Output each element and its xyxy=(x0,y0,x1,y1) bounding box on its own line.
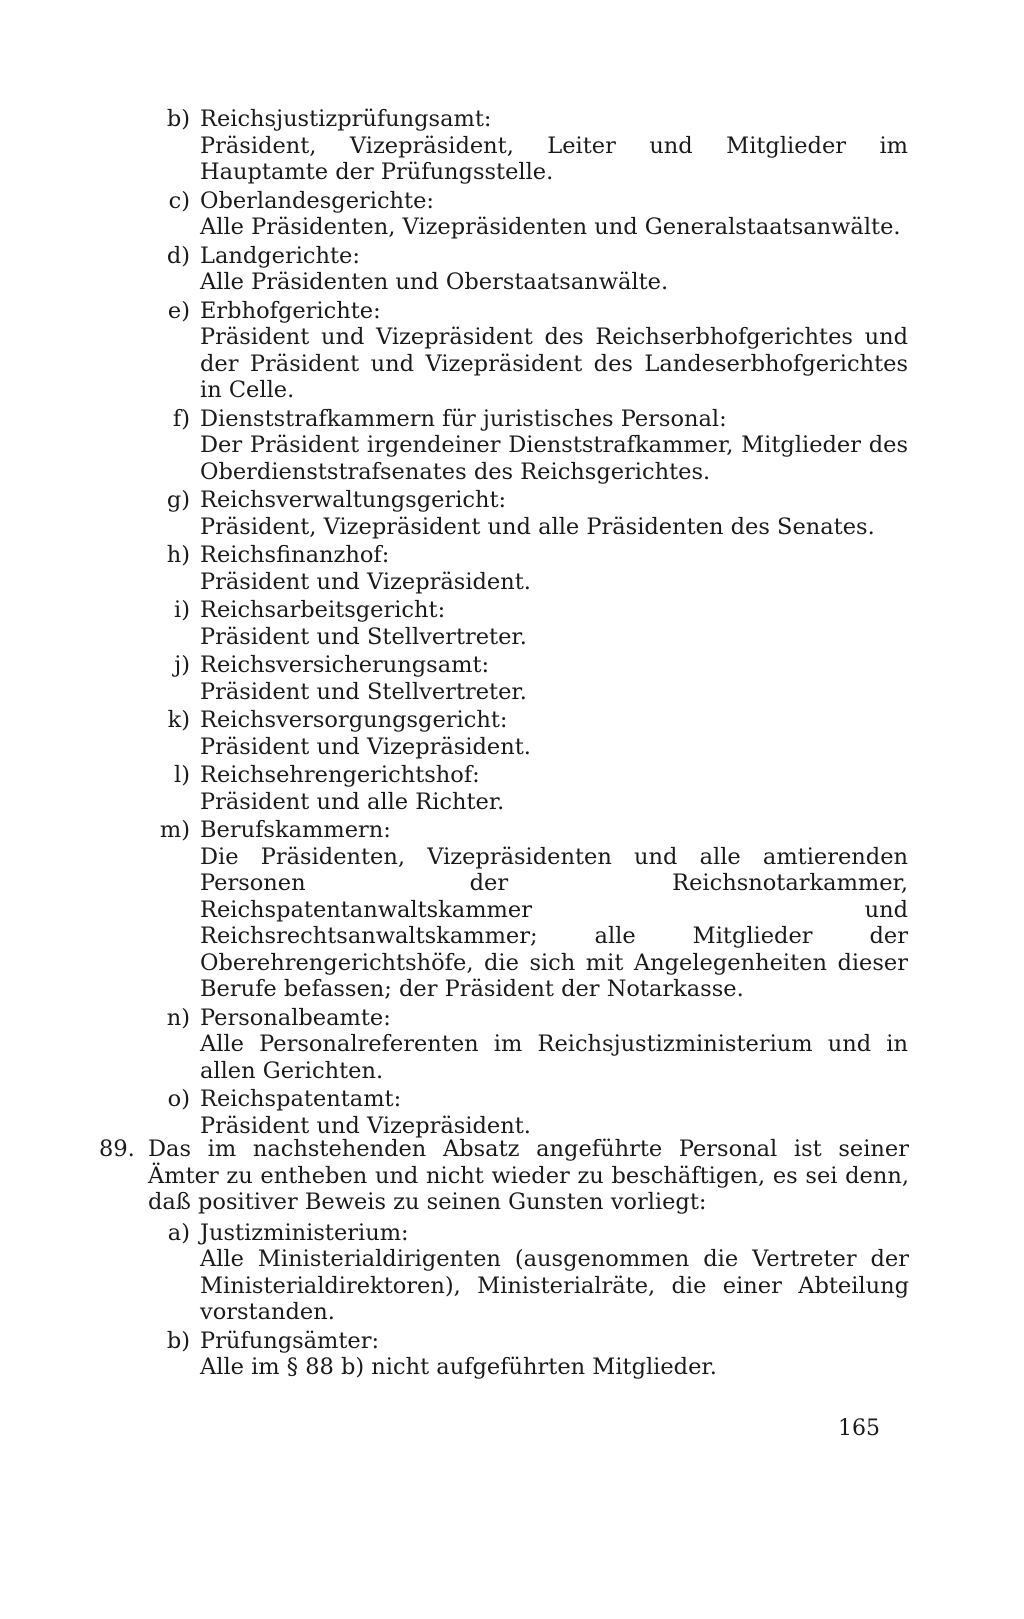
item-letter: a) xyxy=(167,1219,190,1246)
item-letter: c) xyxy=(168,187,190,214)
paragraph-item-list xyxy=(148,1220,909,1381)
item-letter: b) xyxy=(166,106,190,132)
list-item xyxy=(148,707,908,760)
item-heading: Dienststrafkammern für juristisches Personal: xyxy=(200,405,727,432)
item-letter: j) xyxy=(174,652,190,678)
item-body: Präsident und Vizepräsident. xyxy=(200,568,531,595)
item-letter: o) xyxy=(167,1086,190,1112)
item-heading: Erbhofgerichte: xyxy=(200,297,381,324)
item-letter: g) xyxy=(166,487,190,513)
item-body: Präsident und Vizepräsident. xyxy=(200,733,531,760)
item-heading: Oberlandesgerichte: xyxy=(200,187,434,214)
list-item xyxy=(148,188,908,241)
list-item xyxy=(148,406,908,486)
item-body: Der Präsident irgendeiner Dienststrafkammer, Mitglieder des Oberdienststrafsenates des Reichsgerichtes. xyxy=(200,432,908,485)
item-letter: f) xyxy=(172,405,190,432)
list-item xyxy=(148,1086,908,1139)
list-item xyxy=(148,298,908,404)
list-item xyxy=(148,762,908,815)
item-heading: Personalbeamte: xyxy=(200,1004,391,1031)
item-heading: Reichsehrengerichtshof: xyxy=(200,762,480,788)
list-item xyxy=(148,106,908,186)
item-heading: Berufskammern: xyxy=(200,817,391,843)
item-letter: e) xyxy=(167,297,190,324)
item-body: Alle Präsidenten und Oberstaatsanwälte. xyxy=(200,269,669,295)
item-heading: Reichsjustizprüfungsamt: xyxy=(200,106,492,132)
item-letter: b) xyxy=(166,1327,190,1354)
item-body: Präsident und alle Richter. xyxy=(200,788,505,815)
item-heading: Reichsversorgungsgericht: xyxy=(200,707,508,733)
list-item xyxy=(148,1005,908,1085)
item-body: Präsident, Vizepräsident und alle Präsidenten des Senates. xyxy=(200,513,875,540)
item-body: Alle im § 88 b) nicht aufgeführten Mitglieder. xyxy=(200,1354,717,1380)
list-item xyxy=(148,487,908,540)
item-body: Alle Präsidenten, Vizepräsidenten und Generalstaatsanwälte. xyxy=(200,214,901,240)
item-letter: k) xyxy=(167,707,190,733)
paragraph-89 xyxy=(99,1136,909,1383)
item-body: Präsident und Vizepräsident. xyxy=(200,1112,531,1139)
item-letter: d) xyxy=(166,242,190,269)
item-heading: Reichspatentamt: xyxy=(200,1086,402,1112)
item-body: Präsident und Stellvertreter. xyxy=(200,623,527,650)
item-body: Alle Personalreferenten im Reichsjustizministerium und in allen Gerichten. xyxy=(200,1031,908,1084)
item-heading: Landgerichte: xyxy=(200,242,360,269)
item-body: Alle Ministerialdirigenten (ausgenommen die Vertreter der Ministerialdirektoren), Ministerialräte, die einer Abteilung vorstanden. xyxy=(200,1246,909,1325)
list-item xyxy=(148,652,908,705)
paragraph-number: 89. xyxy=(99,1136,135,1162)
list-item xyxy=(148,817,908,1003)
item-letter: m) xyxy=(159,817,190,843)
item-letter: l) xyxy=(174,762,190,788)
item-body: Präsident und Stellvertreter. xyxy=(200,678,527,705)
item-heading: Prüfungsämter: xyxy=(200,1327,380,1354)
item-heading: Reichsarbeitsgericht: xyxy=(200,597,446,623)
item-letter: i) xyxy=(174,597,190,623)
item-letter: n) xyxy=(166,1004,190,1031)
item-body: Präsident und Vizepräsident des Reichserbhofgerichtes und der Präsident und Vizepräsident des Landeserbhofgerichtes in Celle. xyxy=(200,324,908,403)
item-heading: Reichsfinanzhof: xyxy=(200,542,390,568)
list-item xyxy=(148,1328,909,1381)
item-heading: Reichsversicherungsamt: xyxy=(200,652,490,678)
list-item xyxy=(148,542,908,595)
item-body: Präsident, Vizepräsident, Leiter und Mitglieder im Hauptamte der Prüfungsstelle. xyxy=(200,132,908,185)
item-heading: Justizministerium: xyxy=(200,1219,409,1246)
item-letter: h) xyxy=(166,542,190,568)
item-body: Die Präsidenten, Vizepräsidenten und alle amtierenden Personen der Reichsnotarkammer, Reichspatentanwaltskammer und Reichsrechtsanwaltskammer; alle Mitglieder der Oberehrengerichtshöfe, die sich mit Angelegenheiten dieser Berufe befassen; der Präsident der Notarkasse. xyxy=(200,843,908,1002)
paragraph-text: Das im nachstehenden Absatz angeführte Personal ist seiner Ämter zu entheben und nicht wieder zu beschäftigen, es sei denn, daß positiver Beweis zu seinen Gunsten vorliegt: xyxy=(148,1136,909,1215)
list-item xyxy=(148,1220,909,1326)
list-item xyxy=(148,597,908,650)
page-number: 165 xyxy=(838,1416,880,1441)
item-heading: Reichsverwaltungsgericht: xyxy=(200,487,507,513)
list-continuation xyxy=(148,106,908,1141)
list-item xyxy=(148,243,908,296)
